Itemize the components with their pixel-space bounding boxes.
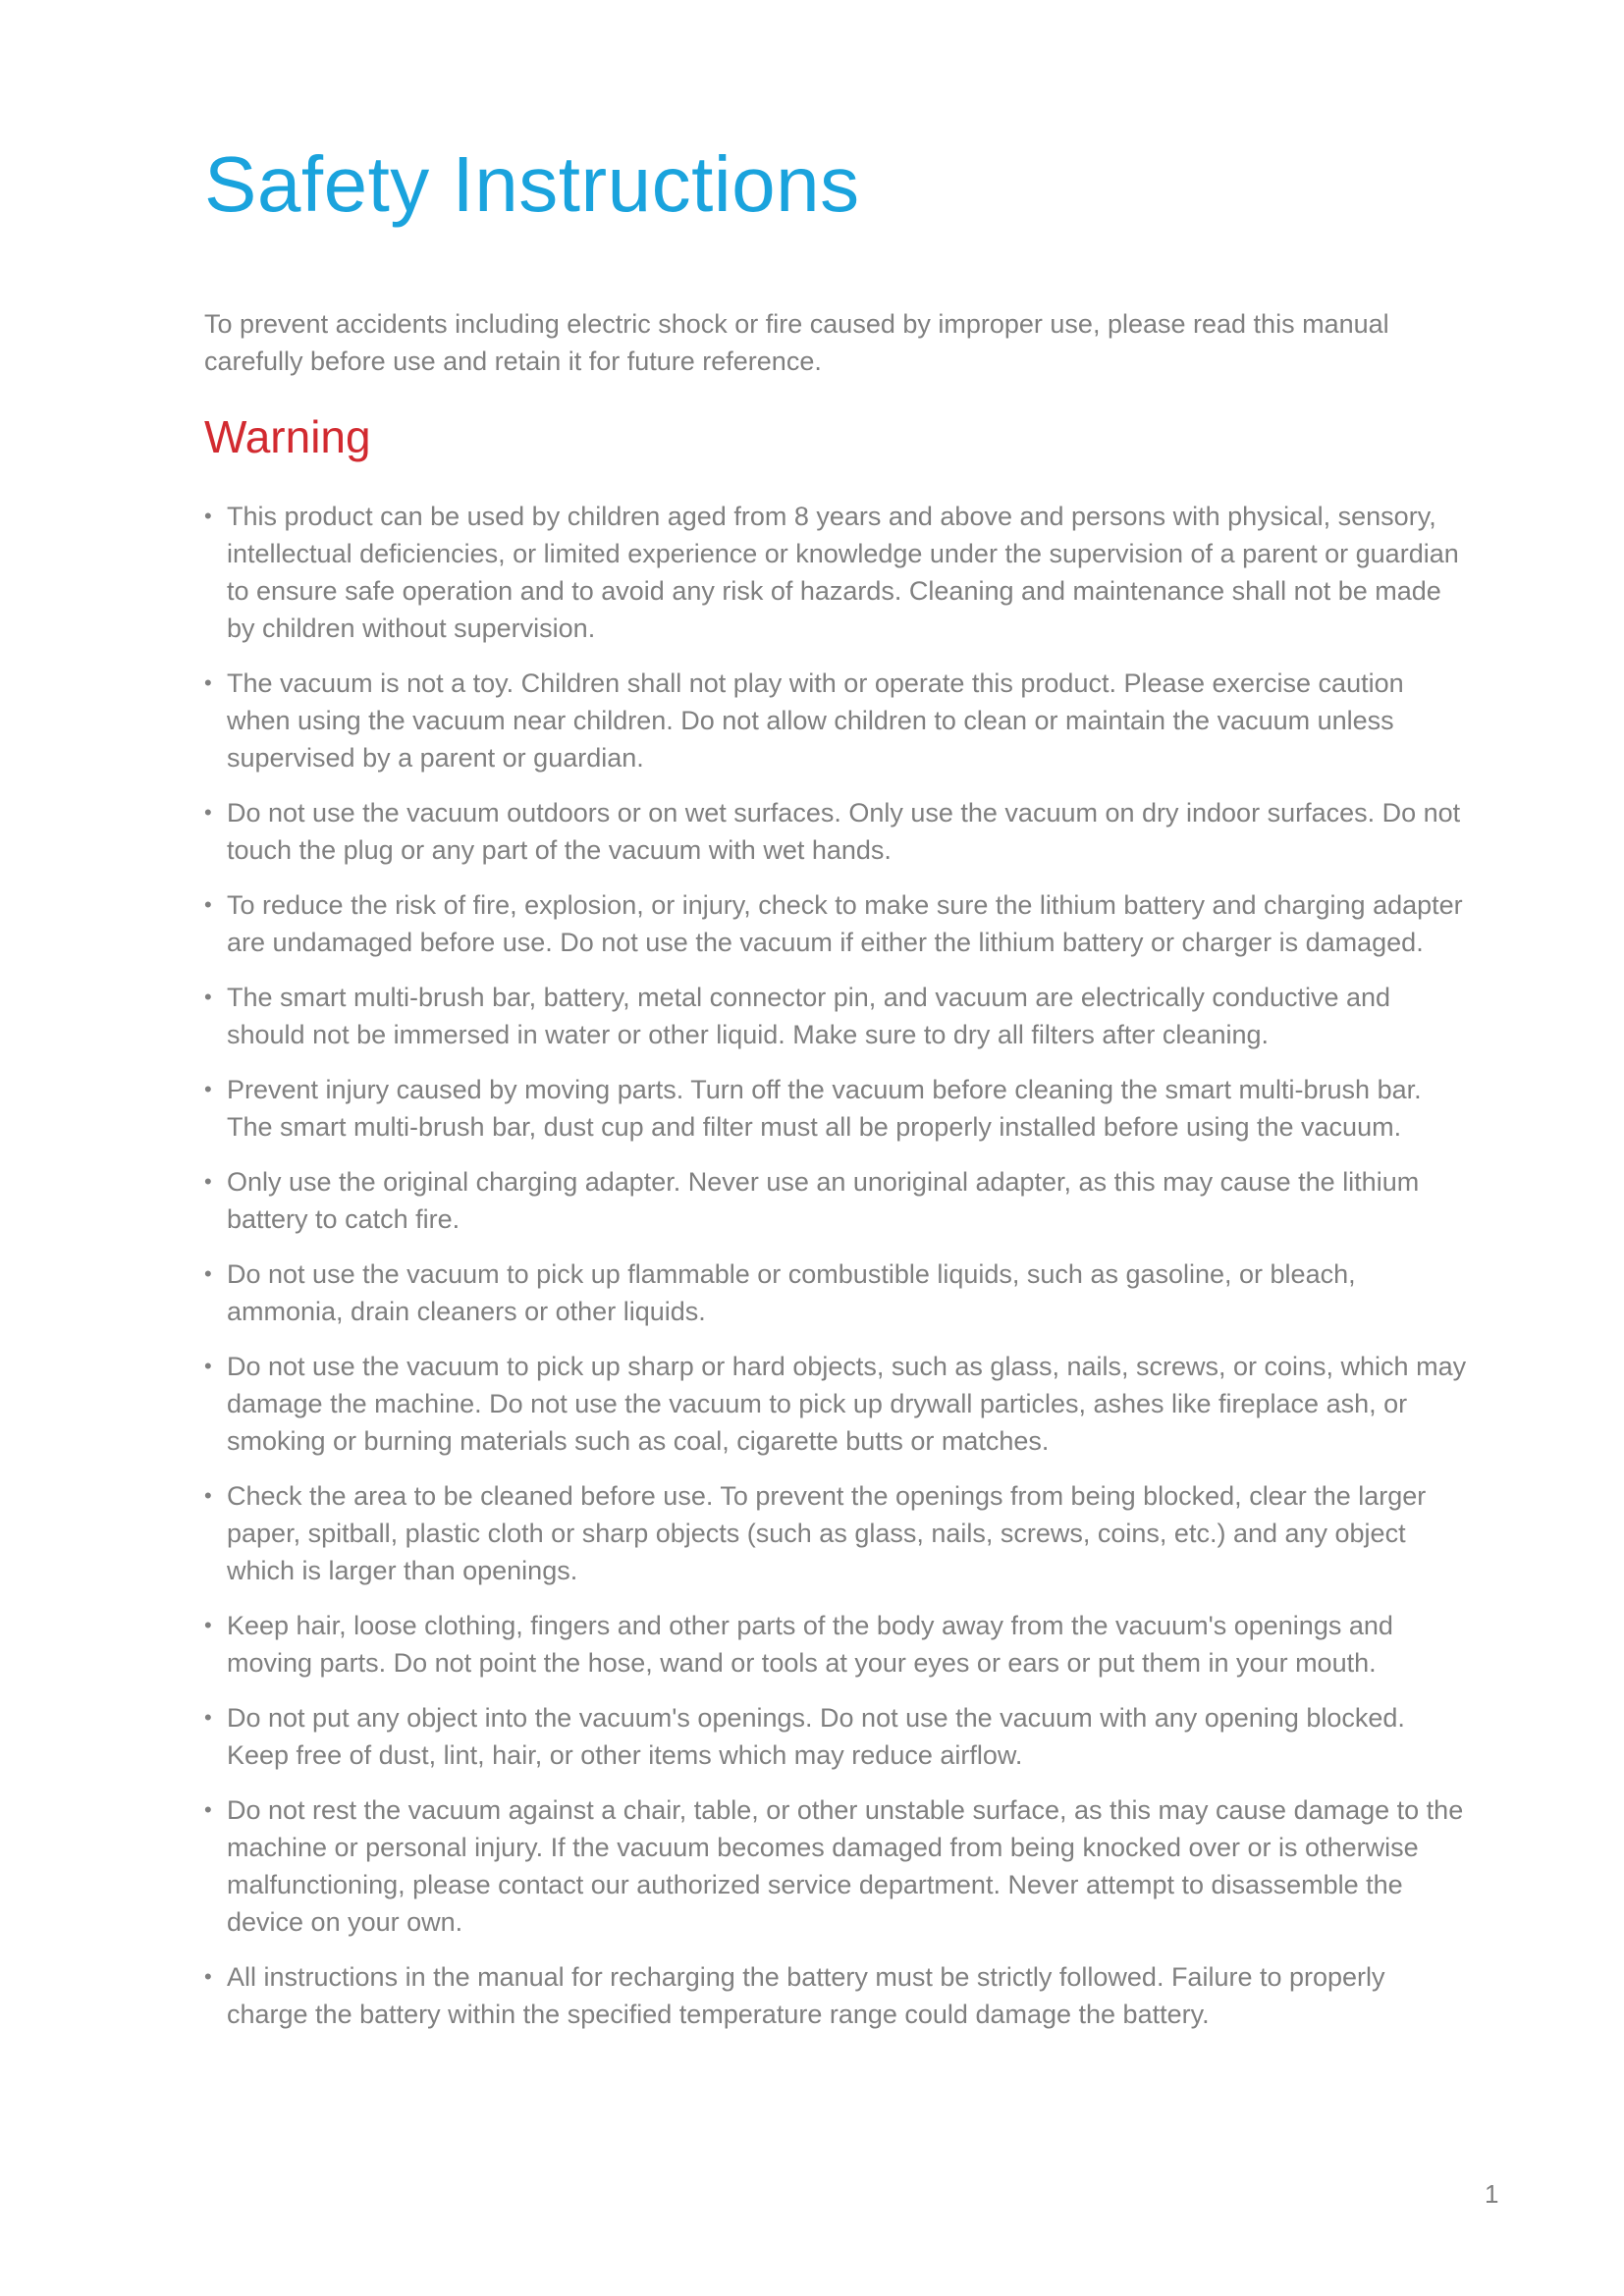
bullet-icon: • [204,800,212,825]
warning-item [204,1958,1471,2033]
bullet-icon: • [204,1169,212,1194]
warning-text: To reduce the risk of fire, explosion, or injury, check to make sure the lithium battery and charging adapter are undamaged before use. Do not use the vacuum if either the lithium battery or charger is damaged. [227,890,1463,957]
warning-item [204,1791,1471,1941]
bullet-icon: • [204,670,212,695]
warning-item [204,1607,1471,1682]
bullet-icon: • [204,1964,212,1989]
bullet-icon: • [204,1705,212,1730]
warning-item [204,1699,1471,1774]
bullet-icon: • [204,1261,212,1286]
warning-text: Check the area to be cleaned before use. To prevent the openings from being blocked, clear the larger paper, spitball, plastic cloth or sharp objects (such as glass, nails, screws, coins, etc.) and any object which is larger than openings. [227,1481,1427,1585]
bullet-icon: • [204,1483,212,1508]
warning-text: Prevent injury caused by moving parts. Turn off the vacuum before cleaning the smart multi-brush bar. The smart multi-brush bar, dust cup and filter must all be properly installed before using the vacuum. [227,1075,1422,1142]
warning-text: This product can be used by children aged from 8 years and above and persons with physical, sensory, intellectual deficiencies, or limited experience or knowledge under the supervision of a parent or guardian to ensure safe operation and to avoid any risk of hazards. Cleaning and maintenance shall not be made by children without supervision. [227,502,1459,643]
page-number: 1 [1485,2179,1499,2209]
warning-list [204,498,1471,2051]
bullet-icon: • [204,985,212,1009]
bullet-icon: • [204,1077,212,1101]
warning-heading: Warning [204,411,371,462]
warning-text: The smart multi-brush bar, battery, metal connector pin, and vacuum are electrically conductive and should not be immersed in water or other liquid. Make sure to dry all filters after cleaning. [227,983,1391,1049]
warning-item [204,665,1471,776]
page-title: Safety Instructions [204,140,860,228]
bullet-icon: • [204,892,212,917]
warning-item [204,886,1471,961]
warning-text: Do not rest the vacuum against a chair, table, or other unstable surface, as this may cause damage to the machine or personal injury. If the vacuum becomes damaged from being knocked over or is otherwise malfunctioning, please contact our authorized service department. Never attempt to disassemble the device on your own. [227,1795,1464,1937]
warning-text: Only use the original charging adapter. Never use an unoriginal adapter, as this may cause the lithium battery to catch fire. [227,1167,1420,1234]
bullet-icon: • [204,504,212,528]
warning-text: Do not put any object into the vacuum's openings. Do not use the vacuum with any opening blocked. Keep free of dust, lint, hair, or other items which may reduce airflow. [227,1703,1405,1770]
warning-text: Do not use the vacuum to pick up flammable or combustible liquids, such as gasoline, or bleach, ammonia, drain cleaners or other liquids. [227,1259,1356,1326]
warning-text: Keep hair, loose clothing, fingers and other parts of the body away from the vacuum's openings and moving parts. Do not point the hose, wand or tools at your eyes or ears or put them in your mouth. [227,1611,1393,1678]
bullet-icon: • [204,1797,212,1822]
warning-text: The vacuum is not a toy. Children shall not play with or operate this product. Please exercise caution when using the vacuum near children. Do not allow children to clean or maintain the vacuum unless supervised by a parent or guardian. [227,668,1404,773]
warning-item [204,1477,1471,1589]
warning-item [204,794,1471,869]
warning-item [204,979,1471,1053]
warning-text: Do not use the vacuum to pick up sharp or hard objects, such as glass, nails, screws, or coins, which may damage the machine. Do not use the vacuum to pick up drywall particles, ashes like fireplace ash, or smoking or burning materials such as coal, cigarette butts or matches. [227,1352,1467,1456]
bullet-icon: • [204,1613,212,1637]
warning-item [204,1163,1471,1238]
warning-item [204,498,1471,647]
warning-item [204,1348,1471,1460]
document-page [204,0,1471,2296]
bullet-icon: • [204,1354,212,1378]
warning-item [204,1071,1471,1146]
warning-item [204,1255,1471,1330]
warning-text: All instructions in the manual for recharging the battery must be strictly followed. Failure to properly charge the battery within the specified temperature range could damage the battery. [227,1962,1385,2029]
intro-paragraph: To prevent accidents including electric shock or fire caused by improper use, please read this manual carefully before use and retain it for future reference. [204,309,1389,376]
warning-text: Do not use the vacuum outdoors or on wet surfaces. Only use the vacuum on dry indoor surfaces. Do not touch the plug or any part of the vacuum with wet hands. [227,798,1461,865]
